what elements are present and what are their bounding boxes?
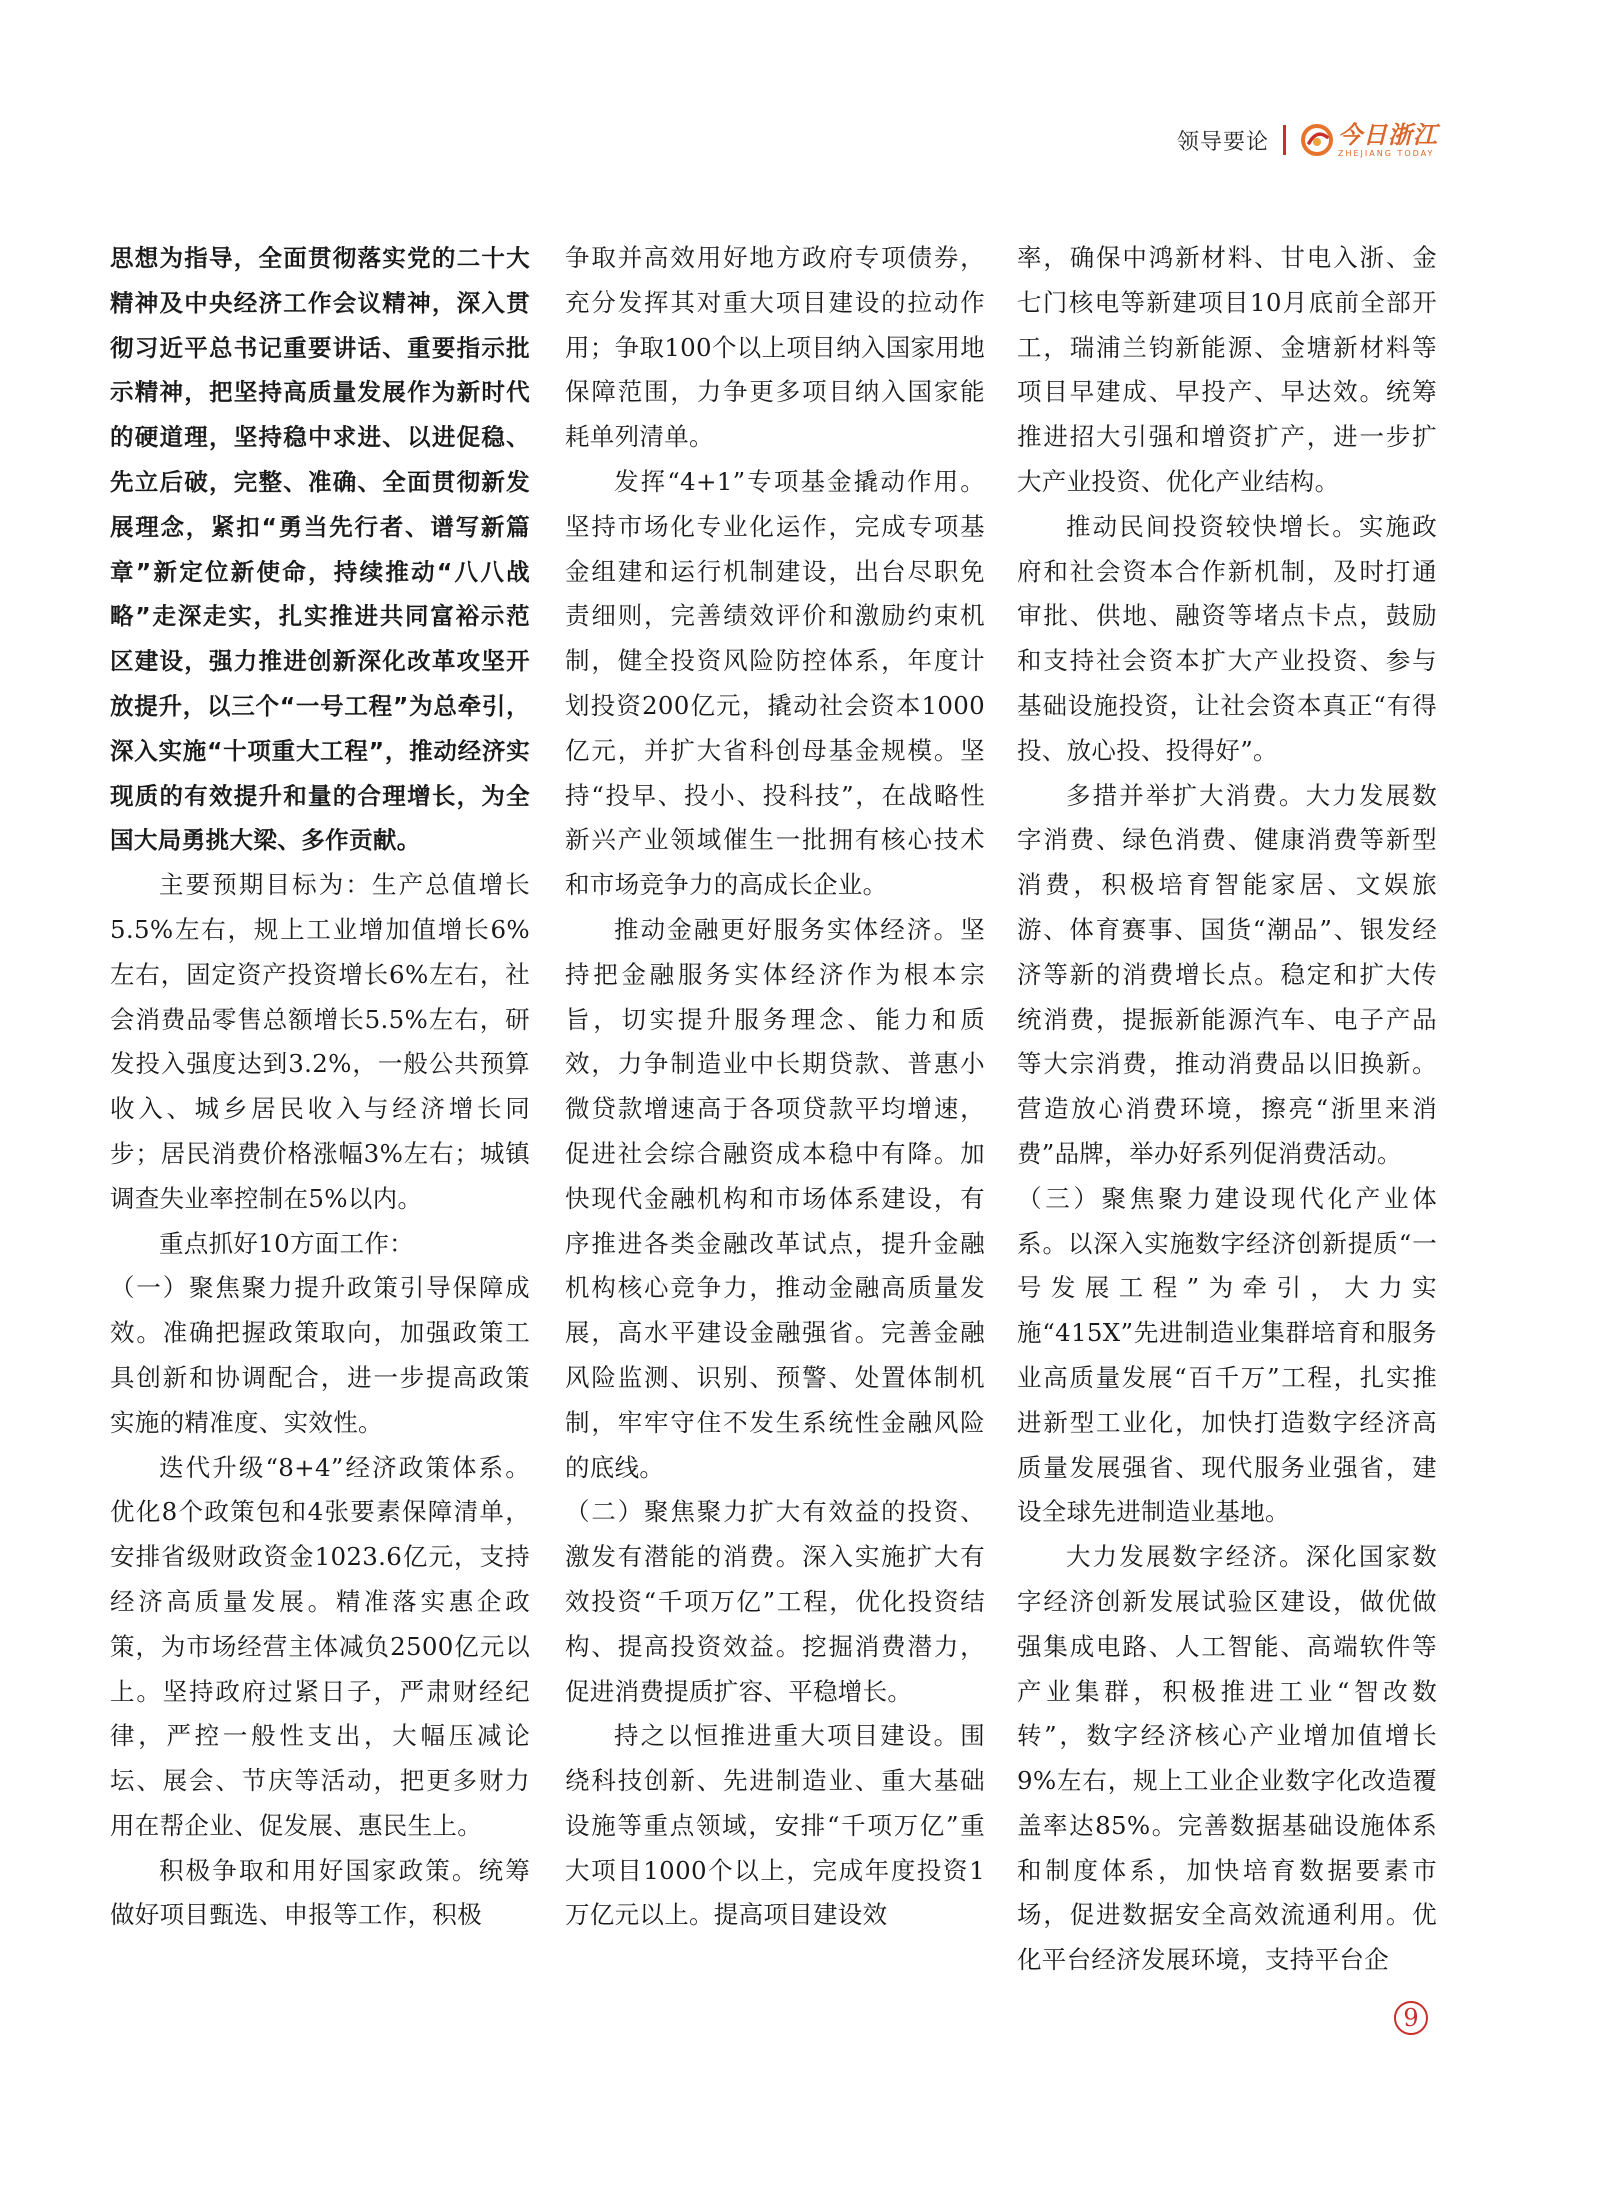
subsection-paragraph — [1017, 1177, 1437, 1535]
paragraph: 积极争取和用好国家政策。统筹做好项目甄选、申报等工作，积极 — [110, 1855, 530, 1930]
subsection-heading: （一）聚焦聚力提升政策引导保障成效。 — [110, 1273, 530, 1348]
page-header — [1177, 120, 1438, 160]
page-number: 9 — [1394, 2001, 1428, 2035]
paragraph: 多措并举扩大消费。大力发展数字消费、绿色消费、健康消费等新型消费，积极培育智能家居、文娱旅游、体育赛事、国货“潮品”、银发经济等新的消费增长点。稳定和扩大传统消费，提振新能源汽车、电子产品等大宗消费，推动消费品以旧换新。营造放心消费环境，擦亮“浙里来消费”品牌，举办好系列促消费活动。 — [1017, 780, 1437, 1168]
paragraph: 发挥“4+1”专项基金撬动作用。坚持市场化专业化运作，完成专项基金组建和运行机制建设，出台尽职免责细则，完善绩效评价和激励约束机制，健全投资风险防控体系，年度计划投资200亿元，撬动社会资本1000亿元，并扩大省科创母基金规模。坚持“投早、投小、投科技”，在战略性新兴产业领域催生一批拥有核心技术和市场竞争力的高成长企业。 — [565, 466, 985, 900]
subsection-heading: （二）聚焦聚力扩大有效益的投资、激发有潜能的消费。 — [565, 1497, 985, 1572]
subsection-text: 深入实施扩大有效投资“千项万亿”工程，优化投资结构、提高投资效益。挖掘消费潜力，促进消费提质扩容、平稳增长。 — [565, 1542, 985, 1706]
paragraph: 推动民间投资较快增长。实施政府和社会资本合作新机制，及时打通审批、供地、融资等堵点卡点，鼓励和支持社会资本扩大产业投资、参与基础设施投资，让社会资本真正“有得投、放心投、投得好”。 — [1017, 511, 1437, 765]
zhejiang-today-logo — [1300, 119, 1438, 158]
logo-english-text: ZHEJIANG TODAY — [1338, 148, 1435, 158]
paragraph: 重点抓好10方面工作： — [159, 1228, 414, 1258]
section-name: 领导要论 — [1176, 129, 1269, 155]
text-column-2 — [565, 236, 985, 1938]
text-column-3 — [1017, 236, 1437, 1983]
paragraph: 持之以恒推进重大项目建设。围绕科技创新、先进制造业、重大基础设施等重点领域，安排“千项万亿”重大项目1000个以上，完成年度投资1万亿元以上。提高项目建设效 — [565, 1721, 985, 1930]
paragraph: 迭代升级“8+4”经济政策体系。优化8个政策包和4张要素保障清单，安排省级财政资金1023.6亿元，支持经济高质量发展。精准落实惠企政策，为市场经营主体减负2500亿元以上。坚持政府过紧日子，严肃财经纪律，严控一般性支出，大幅压减论坛、展会、节庆等活动，把更多财力用在帮企业、促发展、惠民生上。 — [110, 1452, 530, 1840]
paragraph: 思想为指导，全面贯彻落实党的二十大精神及中央经济工作会议精神，深入贯彻习近平总书记重要讲话、重要指示批示精神，把坚持高质量发展作为新时代的硬道理，坚持稳中求进、以进促稳、先立后破，完整、准确、全面贯彻新发展理念，紧扣“勇当先行者、谱写新篇章”新定位新使命，持续推动“八八战略”走深走实，扎实推进共同富裕示范区建设，强力推进创新深化改革攻坚开放提升，以三个“一号工程”为总牵引，深入实施“十项重大工程”，推动经济实现质的有效提升和量的合理增长，为全国大局勇挑大梁、多作贡献。 — [110, 244, 530, 855]
subsection-text: 准确把握政策取向，加强政策工具创新和协调配合，进一步提高政策实施的精准度、实效性。 — [110, 1318, 530, 1437]
paragraph: 推动金融更好服务实体经济。坚持把金融服务实体经济作为根本宗旨，切实提升服务理念、能力和质效，力争制造业中长期贷款、普惠小微贷款增速高于各项贷款平均增速，促进社会综合融资成本稳中有降。加快现代金融机构和市场体系建设，有序推进各类金融改革试点，提升金融机构核心竞争力，推动金融高质量发展，高水平建设金融强省。完善金融风险监测、识别、预警、处置体制机制，牢牢守住不发生系统性金融风险的底线。 — [565, 914, 985, 1482]
subsection-heading: （三）聚焦聚力建设现代化产业体系。 — [1017, 1183, 1437, 1258]
paragraph: 主要预期目标为：生产总值增长5.5%左右，规上工业增加值增长6%左右，固定资产投资增长6%左右，社会消费品零售总额增长5.5%左右，研发投入强度达到3.2%，一般公共预算收入、城乡居民收入与经济增长同步；居民消费价格涨幅3%左右；城镇调查失业率控制在5%以内。 — [110, 870, 530, 1213]
logo-chinese-text: 今日浙江 — [1338, 119, 1438, 149]
article-body — [110, 236, 1480, 1996]
subsection-text: 以深入实施数字经济创新提质“一号发展工程”为牵引，大力实施“415X”先进制造业集群培育和服务业高质量发展“百千万”工程，扎实推进新型工业化，加快打造数字经济高质量发展强省、现代服务业强省，建设全球先进制造业基地。 — [1017, 1228, 1437, 1527]
text-column-1 — [110, 236, 530, 1938]
paragraph: 大力发展数字经济。深化国家数字经济创新发展试验区建设，做优做强集成电路、人工智能、高端软件等产业集群，积极推进工业“智改数转”，数字经济核心产业增加值增长9%左右，规上工业企业数字化改造覆盖率达85%。完善数据基础设施体系和制度体系，加快培育数据要素市场，促进数据安全高效流通利用。优化平台经济发展环境，支持平台企 — [1017, 1542, 1437, 1975]
header-divider — [1283, 125, 1286, 155]
logo-swirl-icon — [1300, 123, 1334, 157]
paragraph: 争取并高效用好地方政府专项债券，充分发挥其对重大项目建设的拉动作用；争取100个以上项目纳入国家用地保障范围，力争更多项目纳入国家能耗单列清单。 — [565, 243, 985, 452]
logo-text — [1338, 119, 1438, 158]
paragraph: 率，确保中鸿新材料、甘电入浙、金七门核电等新建项目10月底前全部开工，瑞浦兰钧新能源、金塘新材料等项目早建成、早投产、早达效。统筹推进招大引强和增资扩产，进一步扩大产业投资、优化产业结构。 — [1017, 243, 1437, 496]
subsection-paragraph — [565, 1490, 985, 1714]
subsection-paragraph — [110, 1266, 530, 1445]
